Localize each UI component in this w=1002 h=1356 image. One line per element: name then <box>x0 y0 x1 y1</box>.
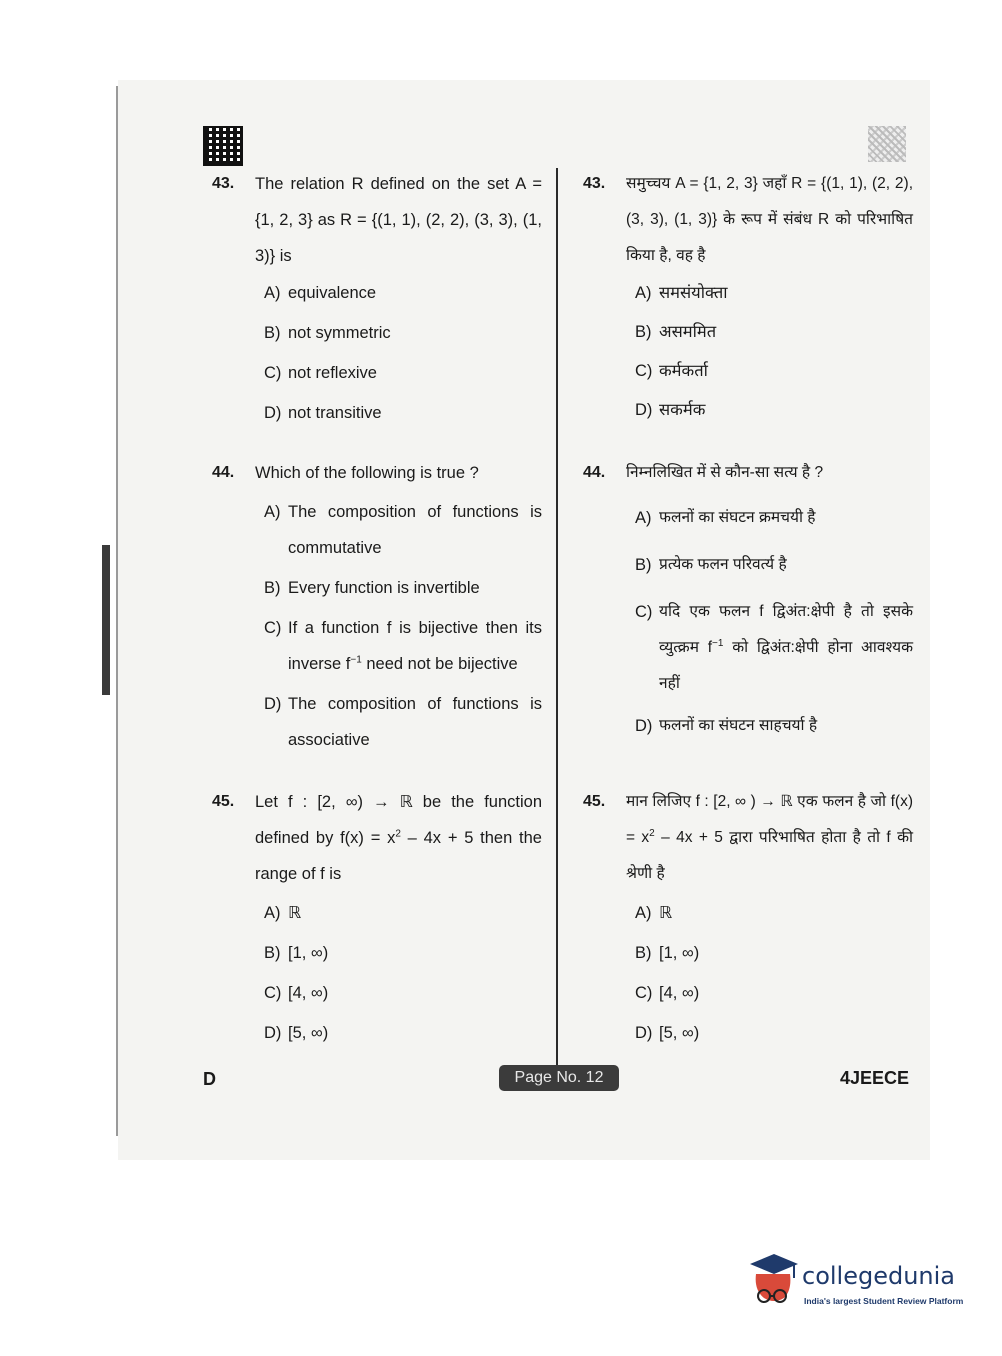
question-number: 44. <box>212 464 235 481</box>
option-label: A) <box>264 503 281 521</box>
question-number: 43. <box>583 175 606 192</box>
option-label: D) <box>635 401 653 419</box>
option-b <box>264 315 542 351</box>
option-a <box>635 895 913 931</box>
superscript: 2 <box>395 828 401 840</box>
option-text-part: need not be bijective <box>361 655 518 673</box>
option-label: B) <box>635 944 652 962</box>
option-c <box>635 594 913 702</box>
option-b <box>635 935 913 971</box>
question-number: 45. <box>212 793 235 810</box>
option-text <box>264 610 542 682</box>
option-text: प्रत्येक फलन परिवर्त्य है <box>659 556 787 573</box>
option-text: सकर्मक <box>659 401 706 419</box>
page-margin-line <box>116 86 118 1136</box>
options-list <box>635 895 913 1051</box>
collegedunia-logo <box>744 1250 974 1310</box>
option-label: A) <box>264 904 281 922</box>
option-c <box>264 975 542 1011</box>
option-a <box>635 500 913 536</box>
option-b <box>635 314 913 350</box>
options-list <box>264 895 542 1051</box>
question-number: 43. <box>212 175 235 192</box>
option-a <box>264 895 542 931</box>
option-d <box>635 1015 913 1051</box>
option-text: not reflexive <box>288 364 377 382</box>
option-text <box>635 594 913 702</box>
option-text: ℝ <box>659 904 673 922</box>
option-d <box>635 708 913 744</box>
set-code: D <box>203 1069 216 1089</box>
option-a <box>635 275 913 311</box>
question-text <box>626 784 913 892</box>
option-c <box>635 975 913 1011</box>
option-text: समसंयोक्ता <box>659 284 728 302</box>
column-divider <box>556 168 558 1066</box>
question-text: Which of the following is true ? <box>255 464 479 482</box>
option-label: B) <box>264 579 281 597</box>
option-c <box>264 610 542 682</box>
question-text-part: – 4x + 5 then the range of f is <box>255 829 542 883</box>
question-text-part: मान लिजिए f : [2, ∞ ) → ℝ एक फलन है जो f(x) = x <box>626 793 913 846</box>
option-text: The composition of functions is commutative <box>288 503 542 557</box>
question-text-part: Let f : [2, ∞) → ℝ be the function defined by f(x) = x <box>255 793 542 847</box>
option-label: A) <box>635 509 652 527</box>
option-label: C) <box>264 984 282 1002</box>
option-b <box>635 547 913 583</box>
question-text-part: – 4x + 5 द्वारा परिभाषित होता है तो f की श्रेणी है <box>626 829 913 882</box>
question-number: 45. <box>583 793 606 810</box>
question-text: समुच्चय A = {1, 2, 3} जहाँ R = {(1, 1), (2, 2), (3, 3), (1, 3)} के रूप में संबंध R को परिभाषित किया है, वह है <box>626 175 913 264</box>
option-text-part: If a function f is bijective then its inverse f <box>288 619 542 673</box>
question-number: 44. <box>583 464 606 481</box>
options-list <box>264 494 542 758</box>
option-text: [4, ∞) <box>659 984 700 1002</box>
option-text: The composition of functions is associative <box>288 695 542 749</box>
option-d <box>635 392 913 428</box>
option-label: A) <box>635 904 652 922</box>
option-text: फलनों का संघटन साहचर्या है <box>659 717 818 734</box>
option-label: B) <box>635 556 652 574</box>
question-text: The relation R defined on the set A = {1, 2, 3} as R = {(1, 1), (2, 2), (3, 3), (1, 3)} is <box>255 175 542 265</box>
option-b <box>264 570 542 606</box>
option-label: B) <box>264 324 281 342</box>
option-label: D) <box>635 717 653 735</box>
option-text: [5, ∞) <box>659 1024 700 1042</box>
option-text: [1, ∞) <box>659 944 700 962</box>
qr-code-left <box>203 126 243 166</box>
options-list <box>635 500 913 744</box>
options-list <box>635 275 913 428</box>
option-label: A) <box>264 284 281 302</box>
option-label: C) <box>635 362 653 380</box>
option-label: C) <box>635 984 653 1002</box>
option-text: [1, ∞) <box>288 944 329 962</box>
option-text: not symmetric <box>288 324 391 342</box>
option-text: Every function is invertible <box>288 579 480 597</box>
question-text <box>255 784 542 892</box>
option-b <box>264 935 542 971</box>
option-text: [4, ∞) <box>288 984 329 1002</box>
options-list <box>264 275 542 431</box>
option-label: B) <box>264 944 281 962</box>
logo-brand-name: collegedunia <box>802 1262 956 1290</box>
option-c <box>264 355 542 391</box>
option-d <box>264 686 542 758</box>
qr-code-right <box>868 126 906 162</box>
option-text-part: को द्विअंत:क्षेपी होना आवश्यक नहीं <box>659 639 914 692</box>
option-text: [5, ∞) <box>288 1024 329 1042</box>
option-label: D) <box>264 695 282 713</box>
option-a <box>264 275 542 311</box>
option-text: असममित <box>659 323 717 341</box>
superscript: 2 <box>649 827 655 839</box>
option-text: ℝ <box>288 904 302 922</box>
option-d <box>264 1015 542 1051</box>
binding-strip <box>102 545 110 695</box>
mascot-icon <box>744 1250 802 1310</box>
option-label: D) <box>264 404 282 422</box>
option-label: A) <box>635 284 652 302</box>
option-d <box>264 395 542 431</box>
page-number-badge: Page No. 12 <box>499 1065 619 1091</box>
question-text: निम्नलिखित में से कौन-सा सत्य है ? <box>626 464 824 481</box>
logo-tagline: India's largest Student Review Platform <box>804 1296 964 1306</box>
option-label: C) <box>264 364 282 382</box>
superscript: −1 <box>712 637 724 649</box>
option-text: फलनों का संघटन क्रमचयी है <box>659 509 816 526</box>
option-text: कर्मकर्ता <box>659 362 708 380</box>
superscript: −1 <box>350 654 362 666</box>
option-label: C) <box>635 603 653 621</box>
exam-code: 4JEECE <box>840 1068 910 1088</box>
option-label: D) <box>264 1024 282 1042</box>
option-text: equivalence <box>288 284 377 302</box>
option-a <box>264 494 542 566</box>
option-c <box>635 353 913 389</box>
option-label: C) <box>264 619 282 637</box>
option-label: D) <box>635 1024 653 1042</box>
option-text-part: यदि एक फलन f द्विअंत:क्षेपी है तो इसके व्युत्क्रम f <box>659 603 913 656</box>
option-text: not transitive <box>288 404 382 422</box>
option-label: B) <box>635 323 652 341</box>
